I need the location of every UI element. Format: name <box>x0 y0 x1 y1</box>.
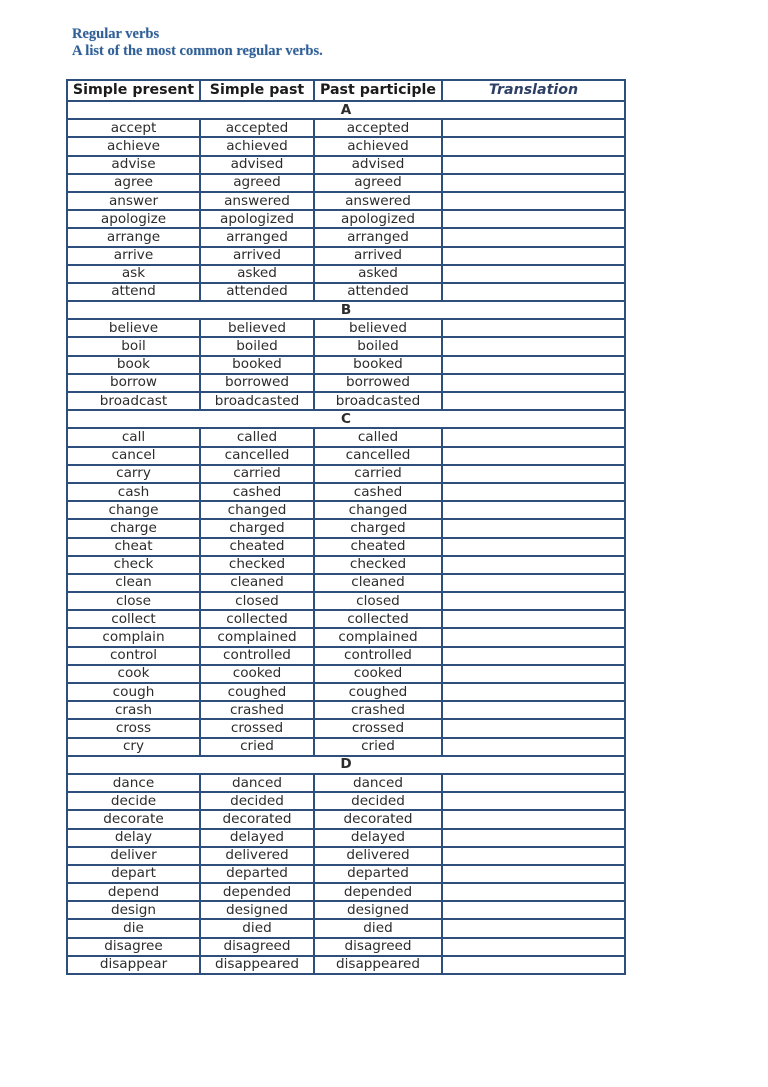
table-row <box>67 501 625 519</box>
cell-simple-past: cleaned <box>200 574 314 592</box>
cell-simple-present: apologize <box>67 210 200 228</box>
cell-simple-past: crashed <box>200 701 314 719</box>
cell-simple-present: collect <box>67 610 200 628</box>
cell-simple-present: check <box>67 556 200 574</box>
cell-translation[interactable] <box>442 337 625 355</box>
cell-translation[interactable] <box>442 392 625 410</box>
cell-past-participle: crashed <box>314 701 442 719</box>
cell-past-participle: cheated <box>314 538 442 556</box>
cell-simple-past: charged <box>200 519 314 537</box>
cell-simple-present: cook <box>67 665 200 683</box>
cell-simple-present: book <box>67 356 200 374</box>
cell-past-participle: decided <box>314 792 442 810</box>
table-row <box>67 556 625 574</box>
cell-simple-past: collected <box>200 610 314 628</box>
table-row <box>67 792 625 810</box>
cell-past-participle: advised <box>314 156 442 174</box>
cell-simple-present: deliver <box>67 847 200 865</box>
cell-translation[interactable] <box>442 228 625 246</box>
section-letter: D <box>67 756 625 774</box>
cell-past-participle: booked <box>314 356 442 374</box>
cell-simple-present: advise <box>67 156 200 174</box>
cell-translation[interactable] <box>442 647 625 665</box>
cell-simple-present: design <box>67 901 200 919</box>
cell-simple-past: delivered <box>200 847 314 865</box>
cell-past-participle: cancelled <box>314 447 442 465</box>
verbs-table-body <box>67 101 625 974</box>
cell-past-participle: apologized <box>314 210 442 228</box>
cell-simple-present: arrive <box>67 247 200 265</box>
cell-simple-present: decorate <box>67 810 200 828</box>
table-row <box>67 847 625 865</box>
cell-simple-past: boiled <box>200 337 314 355</box>
cell-simple-present: disagree <box>67 938 200 956</box>
cell-translation[interactable] <box>442 137 625 155</box>
cell-past-participle: died <box>314 919 442 937</box>
cell-translation[interactable] <box>442 901 625 919</box>
cell-translation[interactable] <box>442 319 625 337</box>
cell-translation[interactable] <box>442 356 625 374</box>
table-row <box>67 265 625 283</box>
cell-translation[interactable] <box>442 865 625 883</box>
cell-translation[interactable] <box>442 665 625 683</box>
table-row <box>67 337 625 355</box>
cell-translation[interactable] <box>442 483 625 501</box>
cell-translation[interactable] <box>442 829 625 847</box>
cell-simple-past: disappeared <box>200 956 314 974</box>
table-row <box>67 228 625 246</box>
table-row <box>67 683 625 701</box>
cell-simple-past: achieved <box>200 137 314 155</box>
section-letter: B <box>67 301 625 319</box>
table-row <box>67 356 625 374</box>
cell-simple-past: booked <box>200 356 314 374</box>
table-row <box>67 938 625 956</box>
table-row <box>67 738 625 756</box>
cell-simple-present: call <box>67 428 200 446</box>
cell-past-participle: complained <box>314 628 442 646</box>
cell-simple-present: cheat <box>67 538 200 556</box>
cell-past-participle: disagreed <box>314 938 442 956</box>
cell-translation[interactable] <box>442 501 625 519</box>
table-row <box>67 137 625 155</box>
cell-past-participle: cried <box>314 738 442 756</box>
cell-past-participle: cleaned <box>314 574 442 592</box>
cell-simple-present: crash <box>67 701 200 719</box>
cell-translation[interactable] <box>442 610 625 628</box>
cell-past-participle: borrowed <box>314 374 442 392</box>
section-letter-row <box>67 410 625 428</box>
cell-simple-present: accept <box>67 119 200 137</box>
cell-simple-present: die <box>67 919 200 937</box>
cell-simple-past: believed <box>200 319 314 337</box>
table-row <box>67 247 625 265</box>
document-title: Regular verbs <box>72 26 160 42</box>
table-row <box>67 610 625 628</box>
cell-simple-past: delayed <box>200 829 314 847</box>
cell-translation[interactable] <box>442 210 625 228</box>
cell-simple-present: agree <box>67 174 200 192</box>
cell-simple-past: decided <box>200 792 314 810</box>
cell-translation[interactable] <box>442 956 625 974</box>
cell-simple-past: changed <box>200 501 314 519</box>
cell-past-participle: broadcasted <box>314 392 442 410</box>
cell-simple-present: control <box>67 647 200 665</box>
table-row <box>67 883 625 901</box>
cell-simple-present: clean <box>67 574 200 592</box>
cell-simple-present: complain <box>67 628 200 646</box>
cell-past-participle: answered <box>314 192 442 210</box>
cell-simple-present: delay <box>67 829 200 847</box>
cell-simple-past: checked <box>200 556 314 574</box>
table-row <box>67 428 625 446</box>
section-letter-row <box>67 101 625 119</box>
table-row <box>67 810 625 828</box>
cell-past-participle: danced <box>314 774 442 792</box>
cell-translation[interactable] <box>442 574 625 592</box>
cell-past-participle: accepted <box>314 119 442 137</box>
cell-past-participle: departed <box>314 865 442 883</box>
cell-past-participle: delivered <box>314 847 442 865</box>
cell-past-participle: believed <box>314 319 442 337</box>
header-row <box>67 80 625 101</box>
cell-translation[interactable] <box>442 883 625 901</box>
cell-translation[interactable] <box>442 847 625 865</box>
cell-translation[interactable] <box>442 592 625 610</box>
cell-simple-present: change <box>67 501 200 519</box>
cell-simple-past: asked <box>200 265 314 283</box>
table-row <box>67 392 625 410</box>
cell-translation[interactable] <box>442 465 625 483</box>
table-row <box>67 865 625 883</box>
table-row <box>67 901 625 919</box>
cell-simple-present: borrow <box>67 374 200 392</box>
cell-simple-past: cried <box>200 738 314 756</box>
cell-simple-present: disappear <box>67 956 200 974</box>
cell-translation[interactable] <box>442 683 625 701</box>
cell-simple-present: answer <box>67 192 200 210</box>
table-row <box>67 374 625 392</box>
cell-simple-present: cough <box>67 683 200 701</box>
cell-simple-past: depended <box>200 883 314 901</box>
cell-simple-present: carry <box>67 465 200 483</box>
cell-past-participle: controlled <box>314 647 442 665</box>
cell-simple-past: called <box>200 428 314 446</box>
cell-simple-past: cancelled <box>200 447 314 465</box>
cell-translation[interactable] <box>442 628 625 646</box>
table-row <box>67 628 625 646</box>
cell-simple-present: ask <box>67 265 200 283</box>
cell-translation[interactable] <box>442 428 625 446</box>
header-simple-present: Simple present <box>67 80 200 101</box>
cell-simple-past: apologized <box>200 210 314 228</box>
cell-past-participle: coughed <box>314 683 442 701</box>
cell-past-participle: collected <box>314 610 442 628</box>
cell-simple-present: cry <box>67 738 200 756</box>
cell-simple-past: died <box>200 919 314 937</box>
cell-past-participle: designed <box>314 901 442 919</box>
header-translation: Translation <box>442 80 625 101</box>
cell-past-participle: depended <box>314 883 442 901</box>
cell-past-participle: charged <box>314 519 442 537</box>
cell-translation[interactable] <box>442 919 625 937</box>
cell-simple-past: disagreed <box>200 938 314 956</box>
cell-simple-past: cheated <box>200 538 314 556</box>
cell-simple-past: cooked <box>200 665 314 683</box>
cell-simple-past: answered <box>200 192 314 210</box>
header-simple-past: Simple past <box>200 80 314 101</box>
section-letter: C <box>67 410 625 428</box>
cell-translation[interactable] <box>442 283 625 301</box>
cell-translation[interactable] <box>442 447 625 465</box>
table-row <box>67 665 625 683</box>
cell-simple-past: closed <box>200 592 314 610</box>
cell-simple-present: arrange <box>67 228 200 246</box>
cell-simple-present: boil <box>67 337 200 355</box>
cell-past-participle: boiled <box>314 337 442 355</box>
cell-translation[interactable] <box>442 938 625 956</box>
cell-past-participle: disappeared <box>314 956 442 974</box>
table-row <box>67 829 625 847</box>
table-row <box>67 719 625 737</box>
table-row <box>67 956 625 974</box>
table-row <box>67 192 625 210</box>
cell-simple-present: believe <box>67 319 200 337</box>
cell-simple-past: controlled <box>200 647 314 665</box>
header-past-participle: Past participle <box>314 80 442 101</box>
cell-simple-past: departed <box>200 865 314 883</box>
cell-simple-past: designed <box>200 901 314 919</box>
cell-simple-past: accepted <box>200 119 314 137</box>
cell-past-participle: arranged <box>314 228 442 246</box>
cell-past-participle: carried <box>314 465 442 483</box>
table-row <box>67 519 625 537</box>
cell-simple-past: danced <box>200 774 314 792</box>
cell-translation[interactable] <box>442 538 625 556</box>
cell-simple-present: cancel <box>67 447 200 465</box>
cell-translation[interactable] <box>442 119 625 137</box>
table-row <box>67 156 625 174</box>
cell-past-participle: called <box>314 428 442 446</box>
table-row <box>67 774 625 792</box>
table-row <box>67 174 625 192</box>
cell-translation[interactable] <box>442 247 625 265</box>
cell-simple-past: attended <box>200 283 314 301</box>
cell-past-participle: crossed <box>314 719 442 737</box>
cell-past-participle: agreed <box>314 174 442 192</box>
section-letter-row <box>67 301 625 319</box>
cell-past-participle: checked <box>314 556 442 574</box>
cell-past-participle: closed <box>314 592 442 610</box>
cell-simple-present: decide <box>67 792 200 810</box>
cell-simple-past: crossed <box>200 719 314 737</box>
table-row <box>67 447 625 465</box>
table-row <box>67 283 625 301</box>
cell-translation[interactable] <box>442 192 625 210</box>
table-row <box>67 483 625 501</box>
cell-simple-past: cashed <box>200 483 314 501</box>
cell-translation[interactable] <box>442 556 625 574</box>
cell-simple-present: dance <box>67 774 200 792</box>
table-row <box>67 647 625 665</box>
table-row <box>67 319 625 337</box>
cell-simple-past: arrived <box>200 247 314 265</box>
section-letter-row <box>67 756 625 774</box>
cell-simple-past: decorated <box>200 810 314 828</box>
table-row <box>67 919 625 937</box>
cell-simple-past: arranged <box>200 228 314 246</box>
table-row <box>67 701 625 719</box>
cell-past-participle: asked <box>314 265 442 283</box>
cell-simple-present: cash <box>67 483 200 501</box>
cell-simple-past: agreed <box>200 174 314 192</box>
cell-past-participle: delayed <box>314 829 442 847</box>
cell-translation[interactable] <box>442 265 625 283</box>
cell-translation[interactable] <box>442 156 625 174</box>
cell-translation[interactable] <box>442 738 625 756</box>
cell-translation[interactable] <box>442 774 625 792</box>
cell-simple-present: close <box>67 592 200 610</box>
cell-translation[interactable] <box>442 519 625 537</box>
cell-past-participle: decorated <box>314 810 442 828</box>
cell-translation[interactable] <box>442 701 625 719</box>
cell-simple-present: broadcast <box>67 392 200 410</box>
cell-simple-present: cross <box>67 719 200 737</box>
document-subtitle: A list of the most common regular verbs. <box>72 43 323 59</box>
cell-past-participle: arrived <box>314 247 442 265</box>
table-row <box>67 465 625 483</box>
cell-past-participle: attended <box>314 283 442 301</box>
verbs-table <box>66 79 626 975</box>
cell-translation[interactable] <box>442 792 625 810</box>
cell-past-participle: cooked <box>314 665 442 683</box>
table-row <box>67 538 625 556</box>
cell-simple-present: charge <box>67 519 200 537</box>
cell-translation[interactable] <box>442 810 625 828</box>
cell-simple-present: depend <box>67 883 200 901</box>
table-row <box>67 210 625 228</box>
cell-past-participle: changed <box>314 501 442 519</box>
cell-simple-past: borrowed <box>200 374 314 392</box>
cell-simple-present: achieve <box>67 137 200 155</box>
cell-simple-present: attend <box>67 283 200 301</box>
cell-simple-past: broadcasted <box>200 392 314 410</box>
cell-past-participle: achieved <box>314 137 442 155</box>
cell-translation[interactable] <box>442 374 625 392</box>
cell-simple-present: depart <box>67 865 200 883</box>
cell-translation[interactable] <box>442 174 625 192</box>
cell-simple-past: advised <box>200 156 314 174</box>
cell-simple-past: coughed <box>200 683 314 701</box>
table-row <box>67 119 625 137</box>
table-row <box>67 592 625 610</box>
cell-simple-past: carried <box>200 465 314 483</box>
section-letter: A <box>67 101 625 119</box>
cell-simple-past: complained <box>200 628 314 646</box>
cell-translation[interactable] <box>442 719 625 737</box>
cell-past-participle: cashed <box>314 483 442 501</box>
table-row <box>67 574 625 592</box>
